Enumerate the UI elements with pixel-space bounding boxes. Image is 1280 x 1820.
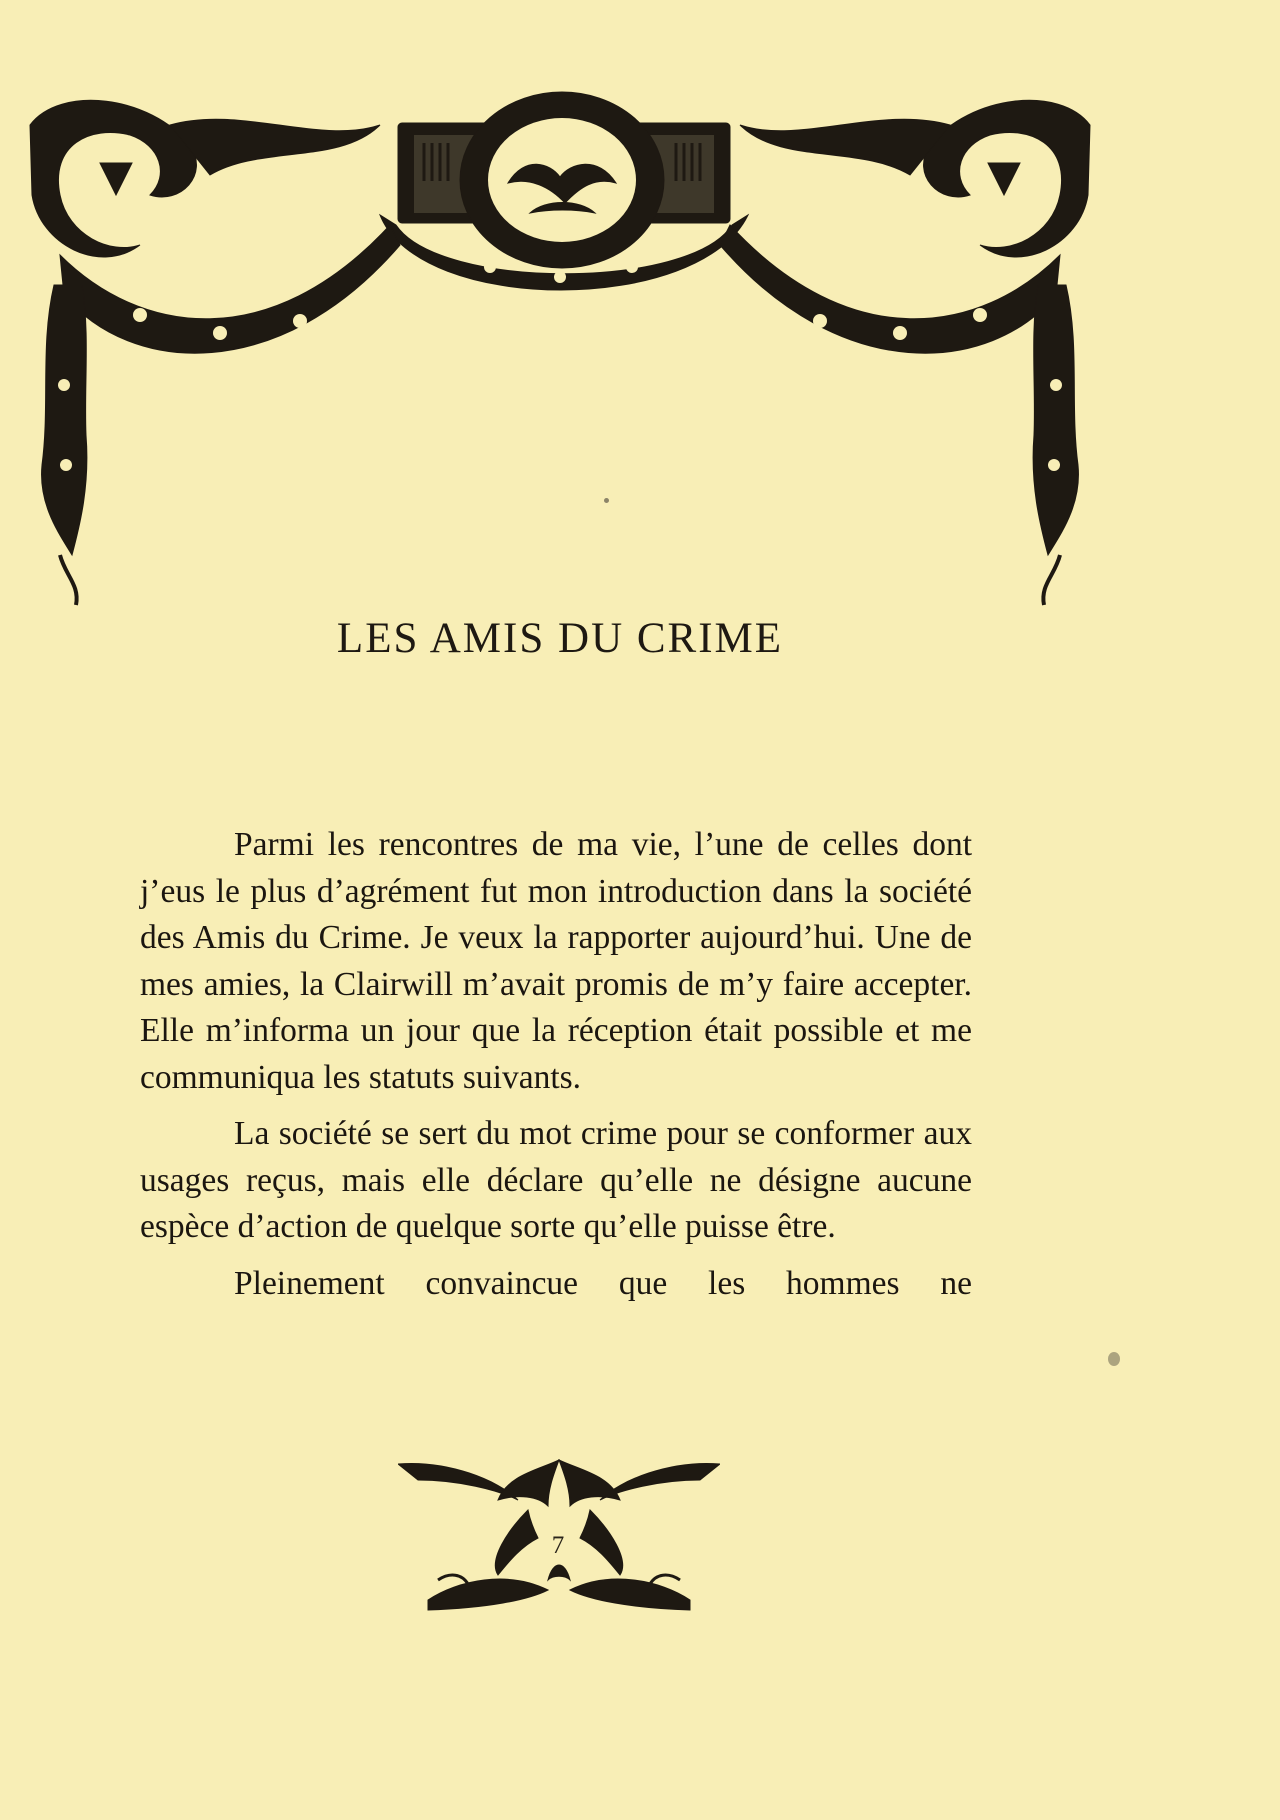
print-speck <box>1108 1352 1120 1366</box>
page-number: 7 <box>551 1532 565 1559</box>
garland-ornament-icon <box>20 85 1100 625</box>
print-speck <box>604 498 609 503</box>
paragraph: Parmi les rencontres de ma vie, l’une de celles dont j’eus le plus d’agrément fut mon introduction dans la société des Amis du Crime. Je veux la rapporter aujourd’hui. Une de mes amies, la Clairwill m’avait promis de m’y faire accepter. Elle m’informa un jour que la réception était possible et me communiqua les statuts suivants. <box>140 826 972 1096</box>
paragraph: Pleinement convaincue que les hommes ne <box>234 1264 972 1302</box>
body-text <box>140 822 972 1317</box>
paragraph: La société se sert du mot crime pour se conformer aux usages reçus, mais elle déclare qu’elle ne désigne aucune espèce d’action de quelque sorte qu’elle puisse être. <box>140 1115 972 1245</box>
chapter-title: LES AMIS DU CRIME <box>336 615 784 662</box>
